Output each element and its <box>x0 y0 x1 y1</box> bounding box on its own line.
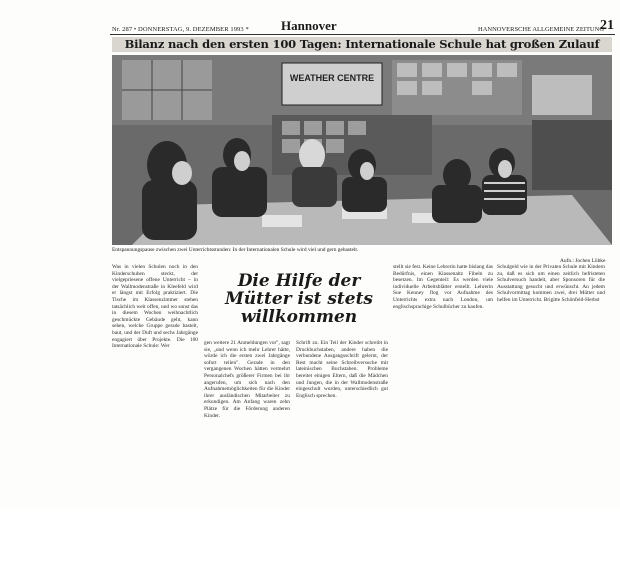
section-title: Hannover <box>281 18 337 33</box>
page-number: 21 <box>600 18 614 33</box>
issue-line: Nr. 287 • DONNERSTAG, 9. DEZEMBER 1993 * <box>112 26 249 33</box>
article-column-3: Schrift zu. Ein Teil der Kinder schreibt in Druckbuchstaben, andere haben die verbundene Ausgangsschrift gelernt, der Rest macht seine Schreibversuche mit lateinischen Buchstaben. Probleme bereitet einigen Eltern, daß die Mädchen und Jungen, die in der Wallmodenstraße eingeschult wurden, unterschiedlich gut Englisch sprechen. <box>296 340 388 399</box>
weather-sign: WEATHER CENTRE <box>289 73 375 83</box>
article-headline: Die Hilfe der Mütter ist stets willkommen <box>224 271 374 327</box>
article-column-2: gen weitere 21 Anmeldungen vor", sagt sie, „und wenn ich mehr Lehrer hätte, würde ich die ersten zwei Jahrgänge sofort teilen". Gerade in den vergangenen Wochen hätten vermehrt Personalchefs größerer Firmen bei ihr angerufen, um sich nach den Aufnahmemöglichkeiten für die Kinder ihrer ausländischen Mitarbeiter zu erkundigen. Am Anfang waren zehn Plätze für die Förderung anderen Kinder. <box>204 340 290 419</box>
paper-name: HANNOVERSCHE ALLGEMEINE ZEITUNG <box>478 26 605 33</box>
article-column-4: stellt sie fest. Keine Lehrerin hatte bislang das Bedürfnis, einen Klassenaltz Fibeln zu besetzen. Im Gegenteil: Es werden viele individuelle Arbeitsblätter erstellt. Lehrerin Sue Kenney flog vor Aufnahme des Unterrichts extra nach London, um englischsprachige Schulbücher zu kaufen. <box>393 264 493 310</box>
photo-caption: Entspannungspause zwischen zwei Unterrichtsstunden: In der Internationalen Schule wird viel und gern gebastelt. <box>112 247 359 253</box>
article-column-5: Schulgeld wie in der Privaten Schule mit Kindern zu, daß es sich um einen zeitlich befristeten Schulversuch handelt, aber Sponsoren für die Ausstattung gesucht und erwünscht. An jedem Schulvormittag kommen zwei, drei Mütter und helfen im Unterricht. Brigitte Schönfeld-Herbst <box>497 264 605 303</box>
classroom-photo <box>112 55 612 245</box>
article-banner: Bilanz nach den ersten 100 Tagen: Internationale Schule hat großen Zulauf <box>112 37 612 52</box>
header-rule <box>110 34 615 35</box>
photo-credit: Aufn.: Jochen Lübke <box>560 258 606 264</box>
article-column-1: Was in vielen Schulen noch in den Kinderschuhen steckt, der vielgepriesene offene Unterricht – in der Wallmodenstraße in Kleefeld wird er längst mit Erfolg praktiziert. Die Tische im Klassenzimmer stehen tatsächlich weit offen, und wo sonst das in diesem Wochen weihnachtlich geschmückte Gebäude geht, kann sehen, welche Gruppe gerade bastelt, baut, und der Duft und sechs Jahrgänge engagiert über Projekte. Die 100 Internationale Schule: Wer <box>112 264 198 350</box>
